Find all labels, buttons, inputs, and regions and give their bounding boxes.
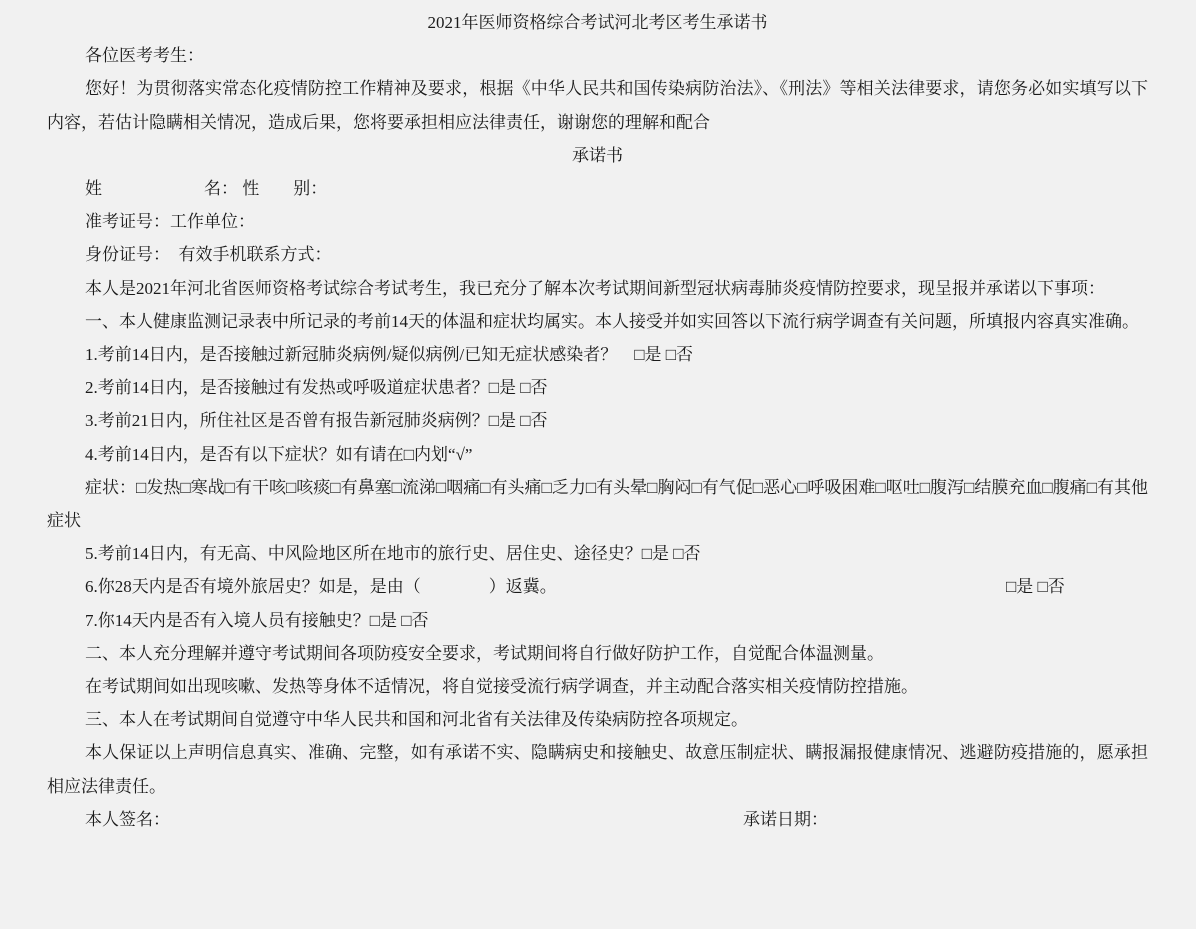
question-3: 3.考前21日内，所住社区是否曾有报告新冠肺炎病例？□是 □否: [85, 411, 548, 431]
field-id-no-phone: 身份证号： 有效手机联系方式：: [85, 245, 332, 265]
guarantee-paragraph: 本人保证以上声明信息真实、准确、完整，如有承诺不实、隐瞒病史和接触史、故意压制症状、瞒报漏报健康情况、逃避防疫措施的，愿承担相应法律责任。: [47, 743, 1148, 796]
question-6: [47, 570, 1148, 603]
declaration-paragraph: 本人是2021年河北省医师资格考试综合考试考生，我已充分了解本次考试期间新型冠状病毒肺炎疫情防控要求，现呈报并承诺以下事项：: [85, 278, 1105, 298]
question-2: 2.考前14日内，是否接触过有发热或呼吸道症状患者？□是 □否: [85, 378, 548, 398]
intro-paragraph: 您好！为贯彻落实常态化疫情防控工作精神及要求，根据《中华人民共和国传染病防治法》、《刑法》等相关法律要求，请您务必如实填写以下内容，若估计隐瞒相关情况，造成后果，您将要承担相应法律责任，谢谢您的理解和配合: [47, 79, 1148, 132]
signature-row: [47, 803, 1148, 836]
subtitle-chengnuoshu: 承诺书: [572, 145, 623, 165]
field-exam-no-work-unit: 准考证号：工作单位：: [85, 212, 255, 232]
symptoms-checklist: 症状：□发热□寒战□有干咳□咳痰□有鼻塞□流涕□咽痛□有头痛□乏力□有头晕□胸闷□有气促□恶心□呼吸困难□呕吐□腹泻□结膜充血□腹痛□有其他症状: [47, 477, 1148, 531]
commitment-date-label: 承诺日期：: [743, 809, 828, 829]
section-2-line-2: 在考试期间如出现咳嗽、发热等身体不适情况，将自觉接受流行病学调查，并主动配合落实相关疫情防控措施。: [85, 677, 918, 697]
field-name-gender: 姓 名： 性 别：: [85, 179, 328, 199]
question-6-text: 6.你28天内是否有境外旅居史？如是，是由（ ）返冀。: [85, 577, 557, 597]
question-7: 7.你14天内是否有入境人员有接触史？□是 □否: [85, 610, 429, 630]
signature-label: 本人签名：: [85, 809, 170, 829]
section-2-line-1: 二、本人充分理解并遵守考试期间各项防疫安全要求，考试期间将自行做好防护工作，自觉配合体温测量。: [85, 643, 884, 663]
question-6-yes-no-options: □是 □否: [1006, 577, 1065, 597]
question-1: 1.考前14日内，是否接触过新冠肺炎病例/疑似病例/已知无症状感染者？ □是 □否: [85, 345, 693, 365]
section-3-paragraph: 三、本人在考试期间自觉遵守中华人民共和国和河北省有关法律及传染病防控各项规定。: [85, 710, 748, 730]
salutation: 各位医考考生：: [85, 46, 204, 66]
question-4: 4.考前14日内，是否有以下症状？如有请在□内划“√”: [85, 444, 473, 464]
question-5: 5.考前14日内，有无高、中风险地区所在地市的旅行史、居住史、途径史？□是 □否: [85, 544, 701, 564]
document-title: 2021年医师资格综合考试河北考区考生承诺书: [427, 13, 768, 32]
section-1-paragraph: 一、本人健康监测记录表中所记录的考前14天的体温和症状均属实。本人接受并如实回答以下流行病学调查有关问题，所填报内容真实准确。: [85, 311, 1139, 331]
